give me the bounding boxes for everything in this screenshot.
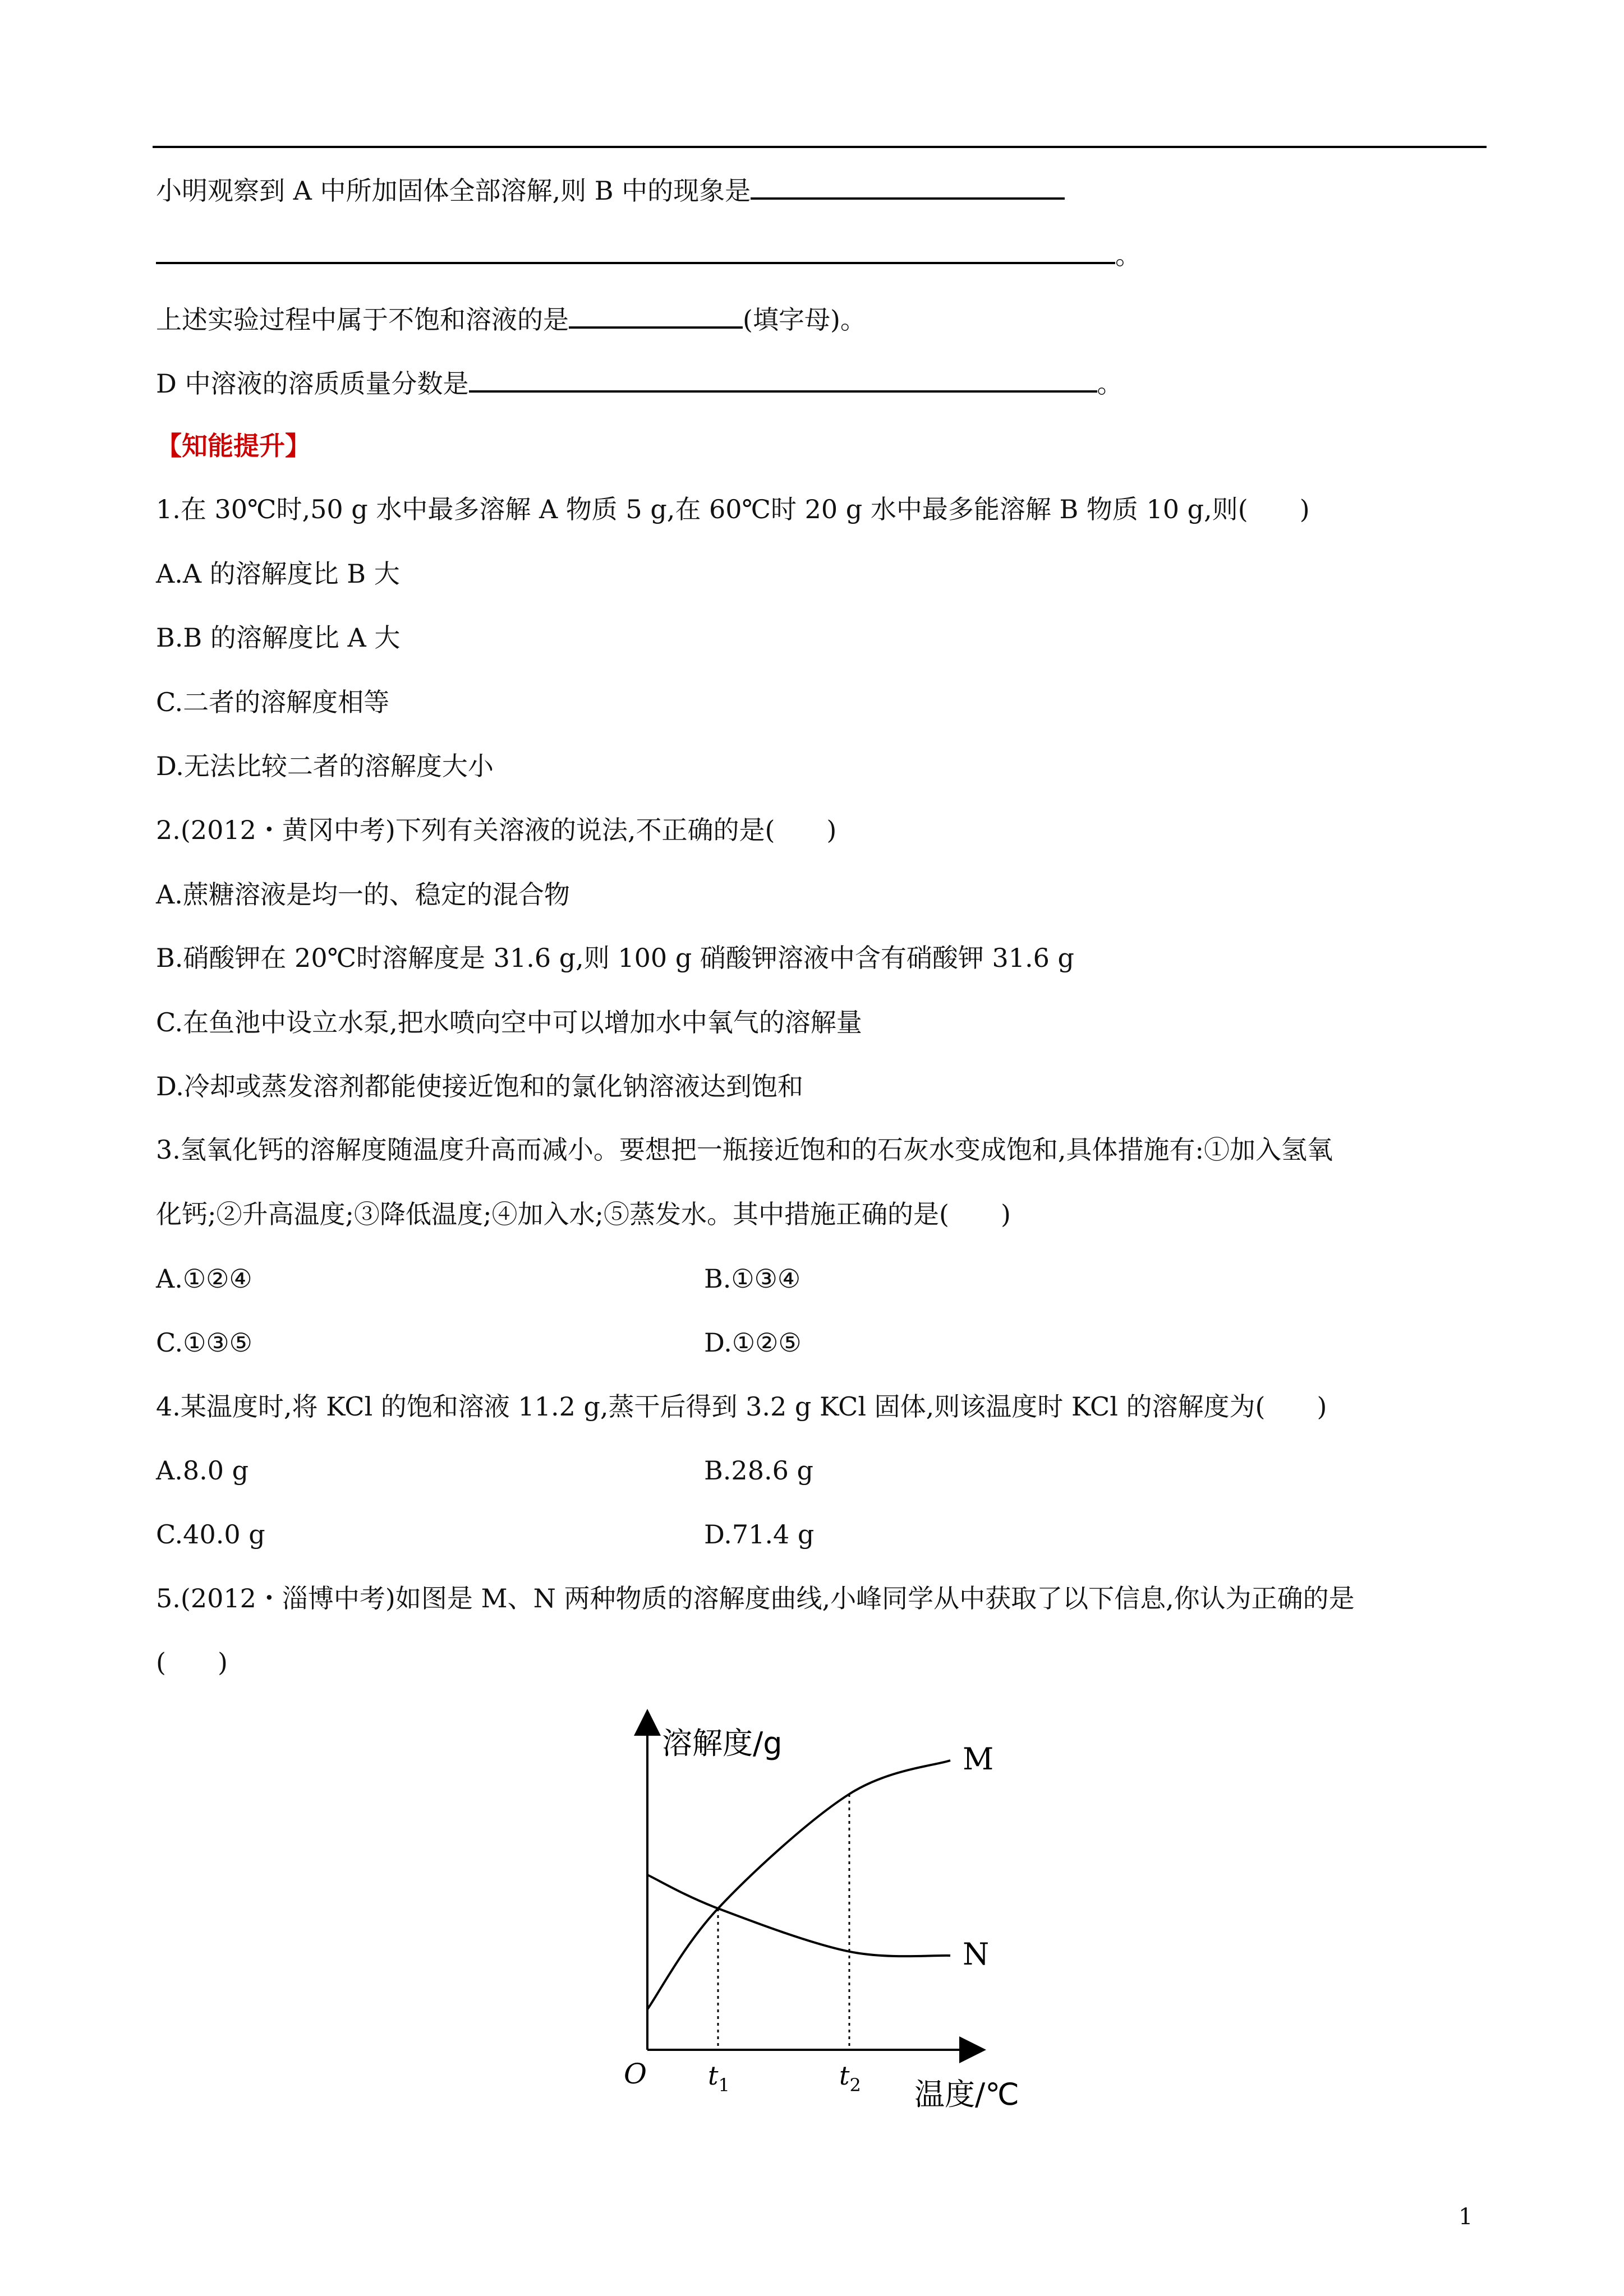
curve-n — [647, 1875, 950, 1956]
x-tick-label-t2: $t_2$ — [839, 2060, 861, 2096]
series-label-m: M — [963, 1741, 994, 1777]
q5-stem-line-2: ( ) — [156, 1647, 228, 1677]
q2-option-c[interactable]: C.在鱼池中设立水泵,把水喷向空中可以增加水中氧气的溶解量 — [156, 1007, 862, 1038]
q5-stem-line-1: 5.(2012・淄博中考)如图是 M、N 两种物质的溶解度曲线,小峰同学从中获取了以下信息,你认为正确的是 — [156, 1583, 1355, 1613]
q3-option-c[interactable]: C.①③⑤ — [156, 1327, 252, 1358]
answer-blank-b-phenomenon[interactable] — [751, 173, 1065, 200]
y-axis-label: 溶解度/g — [662, 1726, 783, 1761]
text-line-4: D 中溶液的溶质质量分数是 。 — [156, 366, 1123, 400]
x-tick-label-t1: $t_1$ — [708, 2060, 730, 2096]
answer-blank-unsaturated[interactable] — [569, 302, 743, 329]
q2-option-d[interactable]: D.冷却或蒸发溶剂都能使接近饱和的氯化钠溶液达到饱和 — [156, 1071, 803, 1101]
q1-option-c[interactable]: C.二者的溶解度相等 — [156, 687, 390, 717]
q1-stem: 1.在 30℃时,50 g 水中最多溶解 A 物质 5 g,在 60℃时 20 g 水中最多能溶解 B 物质 10 g,则( ) — [156, 494, 1310, 524]
answer-blank-mass-fraction[interactable] — [469, 366, 1097, 393]
text-line-3: 上述实验过程中属于不饱和溶液的是 (填字母)。 — [156, 302, 866, 336]
q1-option-a[interactable]: A.A 的溶解度比 B 大 — [156, 559, 400, 589]
q2-stem: 2.(2012・黄冈中考)下列有关溶液的说法,不正确的是( ) — [156, 815, 837, 845]
q3-option-b[interactable]: B.①③④ — [704, 1264, 801, 1294]
solubility-chart — [595, 1702, 1055, 2117]
q4-option-b[interactable]: B.28.6 g — [704, 1455, 813, 1486]
origin-label: O — [624, 2058, 647, 2090]
header-rule — [153, 146, 1487, 148]
section-heading: 【知能提升】 — [156, 431, 311, 461]
q4-option-d[interactable]: D.71.4 g — [704, 1519, 815, 1550]
q2-option-a[interactable]: A.蔗糖溶液是均一的、稳定的混合物 — [156, 879, 570, 910]
curve-m — [647, 1760, 950, 2009]
q3-stem-line-2: 化钙;②升高温度;③降低温度;④加入水;⑤蒸发水。其中措施正确的是( ) — [156, 1199, 1011, 1229]
q4-option-a[interactable]: A.8.0 g — [156, 1455, 249, 1486]
series-label-n: N — [963, 1937, 990, 1972]
answer-blank-b-phenomenon-cont[interactable] — [156, 237, 1115, 264]
text-line-1: 小明观察到 A 中所加固体全部溶解,则 B 中的现象是 — [156, 173, 1065, 208]
q4-stem: 4.某温度时,将 KCl 的饱和溶液 11.2 g,蒸干后得到 3.2 g KCl 固体,则该温度时 KCl 的溶解度为( ) — [156, 1391, 1327, 1422]
q4-option-c[interactable]: C.40.0 g — [156, 1519, 265, 1550]
q3-option-d[interactable]: D.①②⑤ — [704, 1327, 802, 1358]
q3-stem-line-1: 3.氢氧化钙的溶解度随温度升高而减小。要想把一瓶接近饱和的石灰水变成饱和,具体措施有:①加入氢氧 — [156, 1135, 1333, 1165]
x-axis-label: 温度/℃ — [914, 2077, 1019, 2112]
q1-option-b[interactable]: B.B 的溶解度比 A 大 — [156, 623, 401, 653]
page-number: 1 — [1459, 2204, 1473, 2230]
q2-option-b[interactable]: B.硝酸钾在 20℃时溶解度是 31.6 g,则 100 g 硝酸钾溶液中含有硝酸钾 31.6 g — [156, 943, 1074, 973]
q3-option-a[interactable]: A.①②④ — [156, 1264, 252, 1294]
text-line-2: 。 — [156, 237, 1141, 272]
q1-option-d[interactable]: D.无法比较二者的溶解度大小 — [156, 751, 494, 781]
